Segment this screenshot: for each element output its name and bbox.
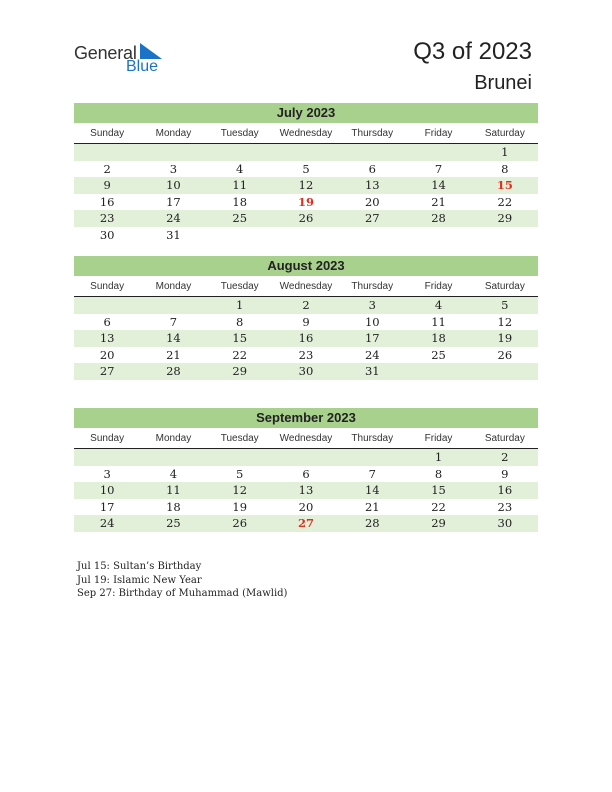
day-cell: 10 <box>364 314 380 329</box>
day-cell <box>74 144 140 161</box>
day-cell: 30 <box>497 516 513 531</box>
day-cell <box>74 297 140 314</box>
day-cell: 7 <box>169 314 178 329</box>
week-row <box>74 177 538 194</box>
day-cell: 28 <box>166 364 181 379</box>
logo-word-general: General <box>74 43 137 63</box>
day-cell: 4 <box>236 161 244 176</box>
day-cell <box>140 144 206 161</box>
day-cell <box>405 227 471 244</box>
day-cell <box>273 449 339 466</box>
weekday-label: Sunday <box>90 433 125 444</box>
day-cell: 21 <box>431 194 446 209</box>
week-row <box>74 194 538 211</box>
month-title: September 2023 <box>74 408 538 428</box>
day-cell <box>405 363 471 380</box>
week-row <box>74 499 538 516</box>
day-cell: 14 <box>431 178 446 193</box>
day-cell: 19 <box>297 194 314 209</box>
day-cell <box>273 144 339 161</box>
week-row <box>74 210 538 227</box>
day-cell: 27 <box>364 211 380 226</box>
day-cell: 12 <box>298 178 314 193</box>
day-cell <box>339 227 405 244</box>
week-row <box>74 515 538 532</box>
day-cell <box>405 144 471 161</box>
day-cell <box>472 227 538 244</box>
week-row <box>74 227 538 244</box>
day-cell: 3 <box>169 161 178 176</box>
day-cell: 27 <box>99 364 115 379</box>
day-cell <box>339 144 405 161</box>
day-cell: 23 <box>298 347 314 362</box>
day-cell <box>339 449 405 466</box>
weekday-label: Friday <box>424 128 453 139</box>
weekday-label: Friday <box>424 281 453 292</box>
day-cell: 26 <box>298 211 314 226</box>
weekday-label: Saturday <box>484 128 525 139</box>
day-cell: 30 <box>298 364 314 379</box>
day-cell <box>207 449 273 466</box>
day-cell: 1 <box>501 145 509 159</box>
weekday-header-row <box>74 280 538 297</box>
day-cell: 6 <box>368 161 376 176</box>
weekday-label: Monday <box>155 433 192 444</box>
day-cell: 29 <box>232 364 248 379</box>
weekday-label: Tuesday <box>220 433 259 444</box>
day-cell: 23 <box>99 211 115 226</box>
week-row <box>74 466 538 483</box>
day-cell: 19 <box>232 499 248 514</box>
day-cell: 31 <box>166 227 181 242</box>
day-cell: 16 <box>497 483 513 498</box>
weekday-label: Wednesday <box>279 281 333 292</box>
day-cell: 15 <box>232 331 248 346</box>
day-cell: 13 <box>99 331 115 346</box>
day-cell: 26 <box>232 516 248 531</box>
day-cell: 11 <box>431 314 446 329</box>
month-september <box>74 408 538 532</box>
day-cell: 17 <box>166 194 181 209</box>
week-row <box>74 347 538 364</box>
day-cell: 16 <box>99 194 115 209</box>
day-cell: 5 <box>501 298 509 312</box>
day-cell: 26 <box>497 347 513 362</box>
day-cell: 18 <box>232 194 248 209</box>
day-cell: 25 <box>431 347 446 362</box>
day-cell: 19 <box>497 331 513 346</box>
month-title: July 2023 <box>74 103 538 123</box>
weekday-label: Monday <box>155 281 192 292</box>
week-row <box>74 297 538 314</box>
day-cell: 20 <box>364 194 380 209</box>
day-cell <box>207 227 273 244</box>
weekday-label: Tuesday <box>220 128 259 139</box>
day-cell: 28 <box>431 211 446 226</box>
day-cell: 20 <box>99 347 115 362</box>
weekday-label: Sunday <box>90 281 125 292</box>
day-cell: 18 <box>166 499 181 514</box>
day-cell: 17 <box>99 499 115 514</box>
day-cell: 24 <box>99 516 115 531</box>
day-cell: 18 <box>431 331 446 346</box>
month-july <box>74 103 538 244</box>
day-cell: 13 <box>298 483 314 498</box>
holiday-notes <box>77 560 287 601</box>
weekday-label: Thursday <box>351 281 394 292</box>
country-name: Brunei <box>474 72 532 94</box>
day-cell: 24 <box>364 347 380 362</box>
weekday-label: Wednesday <box>279 433 333 444</box>
day-cell: 8 <box>501 161 509 176</box>
day-cell: 17 <box>364 331 380 346</box>
week-row <box>74 314 538 331</box>
day-cell: 29 <box>431 516 446 531</box>
weekday-label: Wednesday <box>279 128 333 139</box>
day-cell: 22 <box>497 194 513 209</box>
day-cell: 4 <box>434 298 443 312</box>
day-cell: 15 <box>431 483 446 498</box>
day-cell: 31 <box>364 364 380 379</box>
weekday-label: Thursday <box>351 433 394 444</box>
weekday-label: Thursday <box>351 128 394 139</box>
day-cell: 9 <box>302 314 310 329</box>
day-cell: 15 <box>496 178 513 193</box>
day-cell: 12 <box>232 483 248 498</box>
day-cell: 21 <box>364 499 380 514</box>
day-cell: 24 <box>166 211 181 226</box>
day-cell: 3 <box>368 298 376 312</box>
day-cell: 1 <box>434 450 443 464</box>
weekday-label: Saturday <box>484 281 525 292</box>
day-cell: 23 <box>497 499 513 514</box>
weekday-label: Saturday <box>484 433 525 444</box>
day-cell: 3 <box>103 466 111 481</box>
day-cell: 8 <box>236 314 244 329</box>
weekday-label: Monday <box>155 128 192 139</box>
weekday-label: Friday <box>424 433 453 444</box>
day-cell <box>472 363 538 380</box>
day-cell: 5 <box>302 161 310 176</box>
day-cell <box>273 227 339 244</box>
day-cell: 9 <box>501 466 509 481</box>
day-cell: 22 <box>232 347 248 362</box>
day-cell: 2 <box>302 298 310 312</box>
holiday-note: Jul 19: Islamic New Year <box>77 574 202 586</box>
day-cell: 28 <box>364 516 380 531</box>
day-cell: 20 <box>298 499 314 514</box>
day-cell <box>140 297 206 314</box>
logo-word-blue: Blue <box>126 58 159 75</box>
day-cell: 27 <box>297 516 314 531</box>
day-cell: 29 <box>497 211 513 226</box>
day-cell: 11 <box>166 483 181 498</box>
weekday-label: Tuesday <box>220 281 259 292</box>
day-cell: 22 <box>431 499 446 514</box>
month-title: August 2023 <box>74 256 538 276</box>
day-cell: 7 <box>368 466 376 481</box>
day-cell: 25 <box>232 211 248 226</box>
day-cell: 14 <box>166 331 181 346</box>
holiday-note: Sep 27: Birthday of Muhammad (Mawlid) <box>77 588 288 599</box>
page-title: Q3 of 2023 <box>413 38 532 65</box>
weekday-header-row <box>74 432 538 449</box>
day-cell: 30 <box>99 227 115 242</box>
weekday-header-row <box>74 127 538 144</box>
week-row <box>74 161 538 178</box>
month-august <box>74 256 538 380</box>
day-cell: 21 <box>166 347 181 362</box>
day-cell: 4 <box>169 466 178 481</box>
day-cell: 11 <box>232 178 248 193</box>
day-cell: 5 <box>236 466 244 481</box>
week-row <box>74 363 538 380</box>
day-cell <box>74 449 140 466</box>
day-cell: 10 <box>99 483 115 498</box>
week-row <box>74 449 538 466</box>
day-cell: 12 <box>497 314 513 329</box>
day-cell <box>140 449 206 466</box>
day-cell: 10 <box>166 178 181 193</box>
week-row <box>74 330 538 347</box>
day-cell: 14 <box>364 483 380 498</box>
day-cell: 25 <box>166 516 181 531</box>
day-cell: 6 <box>302 466 310 481</box>
day-cell: 16 <box>298 331 314 346</box>
day-cell: 7 <box>434 161 443 176</box>
day-cell: 8 <box>434 466 443 481</box>
generalblue-logo <box>74 40 174 80</box>
day-cell: 6 <box>103 314 111 329</box>
day-cell: 9 <box>103 178 111 193</box>
day-cell: 2 <box>501 450 509 464</box>
week-row <box>74 482 538 499</box>
day-cell: 13 <box>364 178 380 193</box>
day-cell <box>207 144 273 161</box>
day-cell: 1 <box>236 298 244 312</box>
week-row <box>74 144 538 161</box>
weekday-label: Sunday <box>90 128 125 139</box>
holiday-note: Jul 15: Sultan’s Birthday <box>77 561 202 572</box>
day-cell: 2 <box>103 161 111 176</box>
